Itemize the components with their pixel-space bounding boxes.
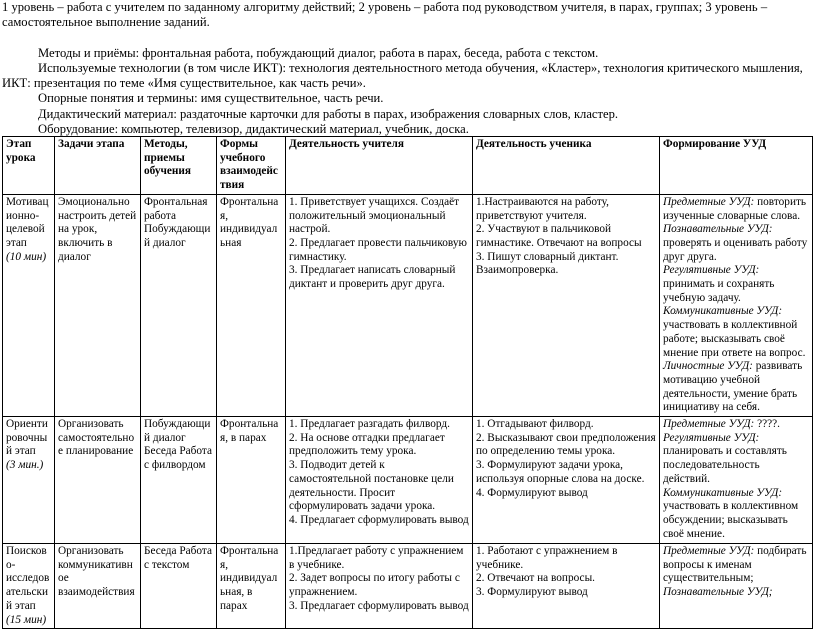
- table-row: [3, 417, 813, 544]
- table-row: [3, 544, 813, 629]
- teacher-cell: 1. Приветствует учащихся. Создаёт положительный эмоциональный настрой. 2. Предлагает провести пальчиковую гимнастику. 3. Предлагает написать словарный диктант и проверить друг друга.: [286, 194, 473, 416]
- header-uud: Формирование УУД: [660, 137, 813, 195]
- uud-cell: Предметные УУД: повторить изученные словарные слова. Познавательные УУД: проверять и оценивать работу друг друга. Регулятивные УУД: принимать и сохранять учебную задачу. Коммуникативные УУД: участвовать в коллективной работе; высказывать своё мнение при ответе на вопрос. Личностные УУД: развивать мотивацию учебной деятельности, умение брать инициативу на себя.: [660, 194, 813, 416]
- forms-cell: Фронтальная, индивидуальная: [217, 194, 286, 416]
- didactic-paragraph: Дидактический материал: раздаточные карточки для работы в парах, изображения словарных слов, кластер.: [38, 106, 619, 121]
- stage-cell: Мотивационно-целевой этап (10 мин): [3, 194, 55, 416]
- header-methods: Методы, приемы обучения: [141, 137, 217, 195]
- header-tasks: Задачи этапа: [55, 137, 141, 195]
- teacher-cell: 1.Предлагает работу с упражнением в учебнике. 2. Задет вопросы по итогу работы с упражнением. 3. Предлагает сформулировать вывод: [286, 544, 473, 629]
- methods-cell: Беседа Работа с текстом: [141, 544, 217, 629]
- tasks-cell: Эмоционально настроить детей на урок, включить в диалог: [55, 194, 141, 416]
- forms-cell: Фронтальная, индивидуальная, в парах: [217, 544, 286, 629]
- uud-cell: Предметные УУД: подбирать вопросы к именам существительным; Познавательные УУД;: [660, 544, 813, 629]
- intro-text: [2, 0, 812, 137]
- stage-cell: Ориентировочный этап (3 мин.): [3, 417, 55, 544]
- header-stage: Этап урока: [3, 137, 55, 195]
- tasks-cell: Организовать коммуникативное взаимодействия: [55, 544, 141, 629]
- concepts-paragraph: Опорные понятия и термины: имя существительное, часть речи.: [38, 91, 384, 106]
- header-student: Деятельность ученика: [473, 137, 660, 195]
- header-forms: Формы учебного взаимодействия: [217, 137, 286, 195]
- table-row: [3, 194, 813, 416]
- lesson-plan-table: [2, 136, 813, 629]
- equipment-paragraph: Оборудование: компьютер, телевизор, дидактический материал, учебник, доска.: [38, 122, 469, 137]
- methods-cell: Фронтальная работа Побуждающий диалог: [141, 194, 217, 416]
- student-cell: 1. Отгадывают филворд. 2. Высказывают свои предположения по определению темы урока. 3. Формулируют задачи урока, используя опорные слова на доске. 4. Формулируют вывод: [473, 417, 660, 544]
- methods-paragraph: Методы и приёмы: фронтальная работа, побуждающий диалог, работа в парах, беседа, работа с текстом.: [38, 45, 599, 60]
- forms-cell: Фронтальная, в парах: [217, 417, 286, 544]
- technologies-paragraph: Используемые технологии (в том числе ИКТ): технология деятельностного метода обучения, «Кластер», технология критического мышления, ИКТ: презентация по теме «Имя существительное, как часть речи».: [2, 60, 803, 91]
- teacher-cell: 1. Предлагает разгадать филворд. 2. На основе отгадки предлагает предположить тему урока. 3. Подводит детей к самостоятельной постановке цели деятельности. Просит сформулировать задачи урока. 4. Предлагает сформулировать вывод: [286, 417, 473, 544]
- student-cell: 1. Работают с упражнением в учебнике. 2. Отвечают на вопросы. 3. Формулируют вывод: [473, 544, 660, 629]
- tasks-cell: Организовать самостоятельное планирование: [55, 417, 141, 544]
- levels-paragraph: 1 уровень – работа с учителем по заданному алгоритму действий; 2 уровень – работа под руководством учителя, в парах, группах; 3 уровень – самостоятельное выполнение заданий.: [2, 0, 768, 30]
- student-cell: 1.Настраиваются на работу, приветствуют учителя. 2. Участвуют в пальчиковой гимнастике. Отвечают на вопросы 3. Пишут словарный диктант. Взаимопроверка.: [473, 194, 660, 416]
- header-teacher: Деятельность учителя: [286, 137, 473, 195]
- table-header-row: [3, 137, 813, 195]
- stage-cell: Поисково-исследовательский этап (15 мин): [3, 544, 55, 629]
- methods-cell: Побуждающий диалог Беседа Работа с филвордом: [141, 417, 217, 544]
- uud-cell: Предметные УУД: ????. Регулятивные УУД: планировать и составлять последовательность действий. Коммуникативные УУД: участвовать в коллективном обсуждении; высказывать своё мнение.: [660, 417, 813, 544]
